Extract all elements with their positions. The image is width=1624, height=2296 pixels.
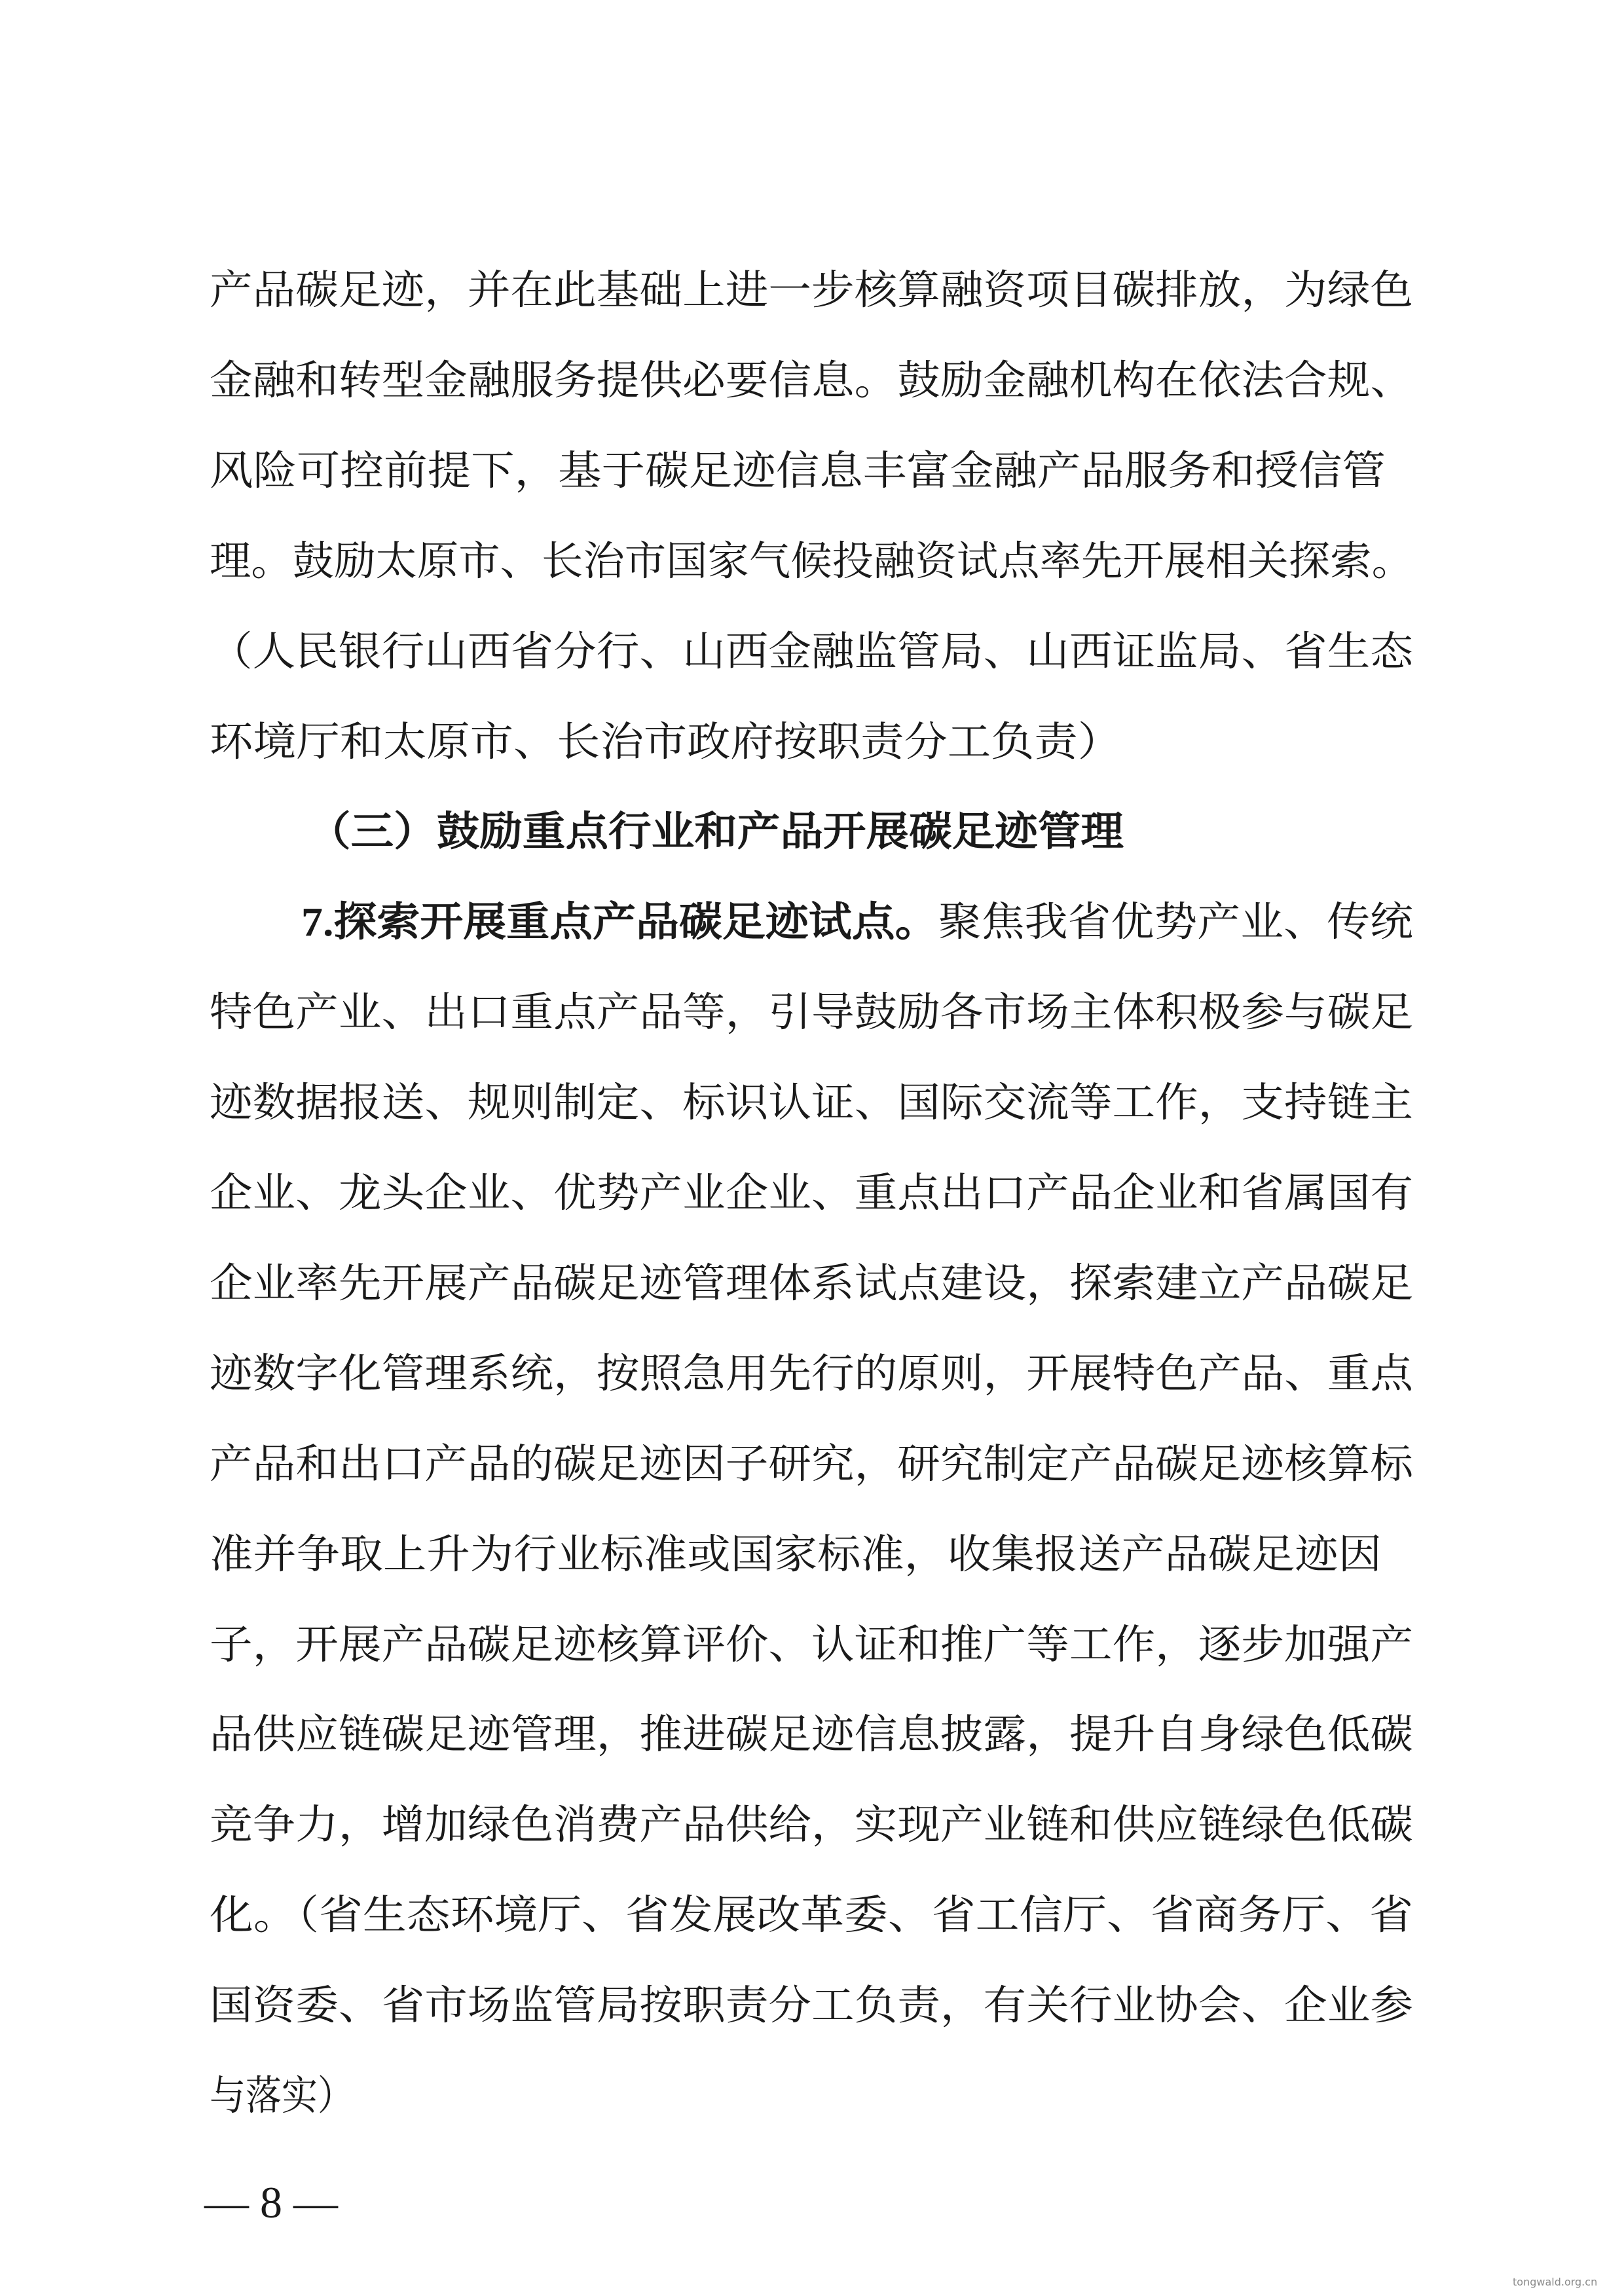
source-watermark: tongwald.org.cn: [1513, 2276, 1598, 2288]
text-line: 特色产业、出口重点产品等，引导鼓励各市场主体积极参与碳足: [210, 988, 1413, 1036]
text-line: 理。鼓励太原市、长治市国家气候投融资试点率先开展相关探索。: [210, 537, 1413, 585]
text-line: 企业率先开展产品碳足迹管理体系试点建设，探索建立产品碳足: [210, 1259, 1413, 1307]
text-line: 风险可控前提下，基于碳足迹信息丰富金融产品服务和授信管: [210, 446, 1386, 494]
text-line: 子，开展产品碳足迹核算评价、认证和推广等工作，逐步加强产: [210, 1620, 1413, 1668]
text-line: 企业、龙头企业、优势产业企业、重点出口产品企业和省属国有: [210, 1169, 1413, 1216]
text-line: （人民银行山西省分行、山西金融监管局、山西证监局、省生态: [210, 627, 1413, 675]
text-line: 迹数据报送、规则制定、标识认证、国际交流等工作，支持链主: [210, 1078, 1413, 1126]
text-line: 金融和转型金融服务提供必要信息。鼓励金融机构在依法合规、: [210, 356, 1413, 404]
text-line: 准并争取上升为行业标准或国家标准，收集报送产品碳足迹因: [210, 1530, 1382, 1578]
text-line: 环境厅和太原市、长治市政府按职责分工负责）: [210, 718, 1121, 765]
page-number: — 8 —: [204, 2178, 338, 2227]
text-line: 国资委、省市场监管局按职责分工负责，有关行业协会、企业参: [210, 1981, 1413, 2029]
text-line: 品供应链碳足迹管理，推进碳足迹信息披露，提升自身绿色低碳: [210, 1710, 1413, 1758]
item-lead-line: [301, 898, 1413, 945]
item-text: 聚焦我省优势产业、传统: [938, 898, 1413, 945]
section-heading: （三）鼓励重点行业和产品开展碳足迹管理: [308, 807, 1124, 855]
item-number: 7.: [301, 900, 334, 945]
text-line: 迹数字化管理系统，按照急用先行的原则，开展特色产品、重点: [210, 1349, 1413, 1397]
text-line: 产品和出口产品的碳足迹因子研究，研究制定产品碳足迹核算标: [210, 1440, 1413, 1487]
item-title: 探索开展重点产品碳足迹试点。: [333, 898, 938, 945]
text-line: 产品碳足迹，并在此基础上进一步核算融资项目碳排放，为绿色: [210, 266, 1413, 314]
text-line: 竞争力，增加绿色消费产品供给，实现产业链和供应链绿色低碳: [210, 1800, 1413, 1848]
text-line: 与落实）: [210, 2071, 354, 2119]
text-line: 化。（省生态环境厅、省发展改革委、省工信厅、省商务厅、省: [210, 1891, 1413, 1939]
